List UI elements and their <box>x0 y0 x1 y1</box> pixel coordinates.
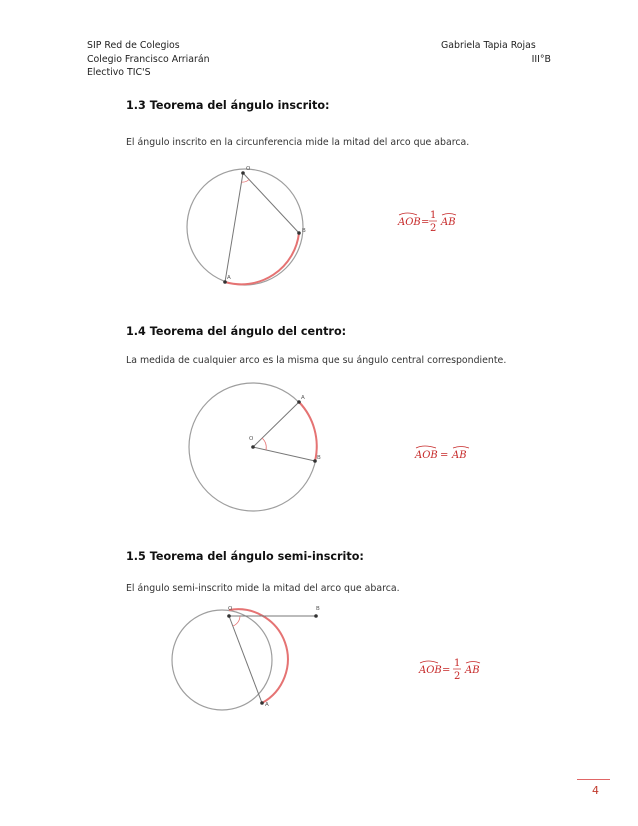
radius-ob-2 <box>253 447 315 461</box>
formula-semi-inscribed <box>418 658 480 682</box>
point-o-2 <box>251 445 255 449</box>
angle-mark-2 <box>262 438 266 450</box>
formula-central <box>414 446 469 461</box>
formula-2-rhs: AB <box>452 450 467 461</box>
header-network: SIP Red de Colegios <box>87 40 180 51</box>
formula-1-den: 2 <box>430 223 437 234</box>
label-o-3: O <box>228 606 233 612</box>
section-title-inscribed: 1.3 Teorema del ángulo inscrito: <box>126 99 330 112</box>
label-a-3: A <box>265 702 269 708</box>
formula-1-rhs: AB <box>441 217 456 228</box>
arc-ab-1 <box>225 233 299 284</box>
header-author: Gabriela Tapia Rojas <box>441 40 536 51</box>
formula-1-eq: = <box>421 217 430 228</box>
formula-2-eq: = <box>440 450 449 461</box>
label-b-3: B <box>316 606 320 612</box>
label-o-1: O <box>246 166 251 172</box>
formula-3-rhs: AB <box>465 665 480 676</box>
page-number: 4 <box>592 784 599 797</box>
section-text-inscribed: El ángulo inscrito en la circunferencia mide la mitad del arco que abarca. <box>126 137 470 148</box>
header-school: Colegio Francisco Arriarán <box>87 53 210 65</box>
section-text-semi-inscribed: El ángulo semi-inscrito mide la mitad del arco que abarca. <box>126 583 400 594</box>
formula-3-num: 1 <box>454 658 461 669</box>
label-b-2: B <box>317 455 321 461</box>
point-a-3 <box>260 701 264 705</box>
formula-3-lhs: AOB <box>419 665 442 676</box>
formula-1-lhs: AOB <box>398 217 421 228</box>
chord-ob-1 <box>243 173 299 233</box>
section-text-central: La medida de cualquier arco es la misma que su ángulo central correspondiente. <box>126 355 507 366</box>
page-number-rule <box>577 779 610 780</box>
point-o-3 <box>227 614 231 618</box>
chord-oa-1 <box>225 173 243 282</box>
formula-2-lhs: AOB <box>415 450 438 461</box>
header-grade: III°B <box>531 53 551 65</box>
label-a-1: A <box>227 275 231 281</box>
header-course: Electivo TIC'S <box>87 67 151 78</box>
point-o-1 <box>241 171 245 175</box>
point-b-3 <box>314 614 318 618</box>
label-a-2: A <box>301 395 305 401</box>
figure-central-angle <box>189 383 469 511</box>
section-title-central: 1.4 Teorema del ángulo del centro: <box>126 325 347 338</box>
angle-mark-3 <box>233 616 240 626</box>
circle-3 <box>172 610 272 710</box>
circle-1 <box>187 169 303 285</box>
point-b-1 <box>297 231 301 235</box>
formula-3-den: 2 <box>454 671 461 682</box>
radius-oa-2 <box>253 402 299 447</box>
label-o-2: O <box>249 436 254 442</box>
section-title-semi-inscribed: 1.5 Teorema del ángulo semi-inscrito: <box>126 550 364 563</box>
label-b-1: B <box>302 228 306 234</box>
formula-1-num: 1 <box>430 210 437 221</box>
arc-oa-3 <box>229 609 288 703</box>
arc-ab-2 <box>299 402 317 461</box>
figure-inscribed-angle <box>187 166 456 285</box>
figure-semi-inscribed-angle <box>172 606 480 710</box>
formula-3-eq: = <box>442 665 451 676</box>
angle-mark-1 <box>242 180 250 183</box>
chord-oa-3 <box>229 616 262 703</box>
formula-inscribed <box>397 210 456 234</box>
